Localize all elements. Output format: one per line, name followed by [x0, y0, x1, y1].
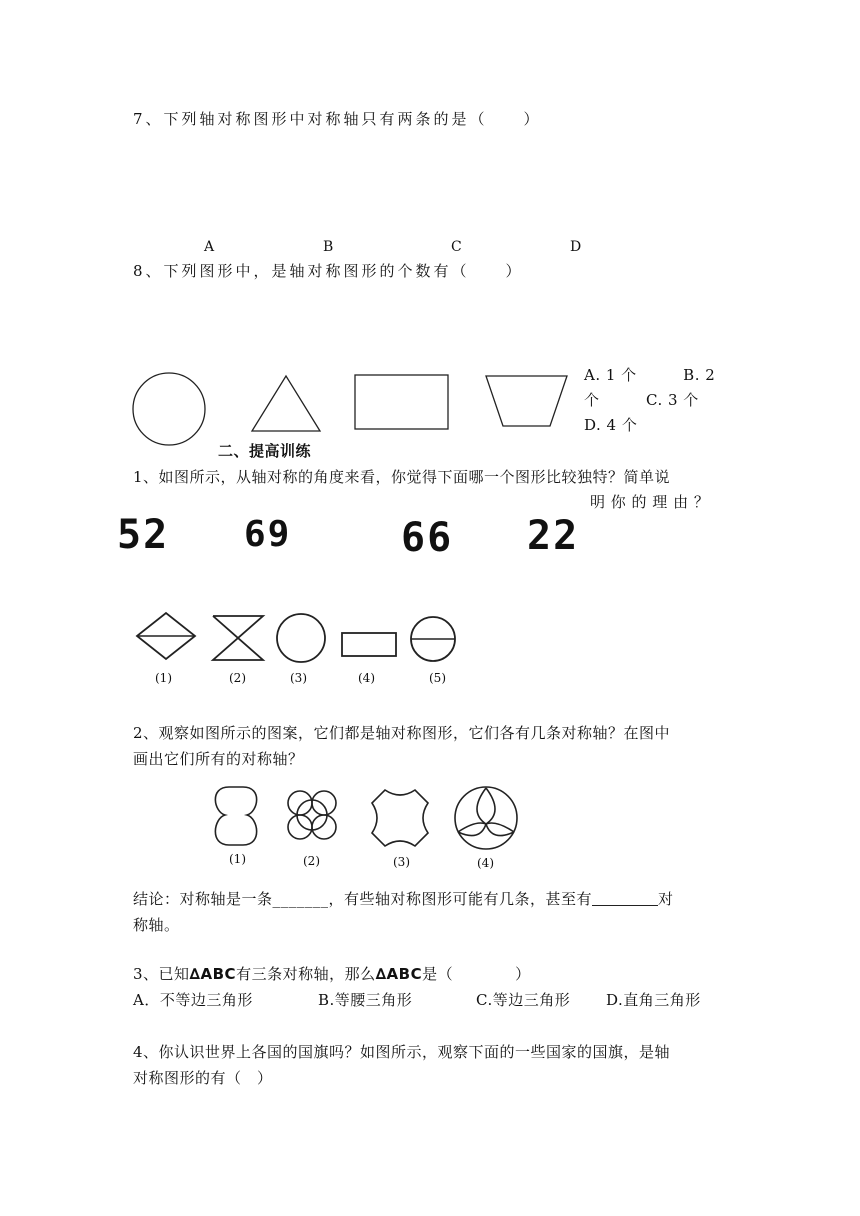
conclusion-part-c: 对: [658, 890, 674, 908]
p3-option-c: C.等边三角形: [476, 991, 571, 1009]
conclusion-line-2: 称轴。: [133, 916, 180, 934]
conclusion-part-b: ，有些轴对称图形可能有几条，甚至有: [328, 890, 593, 908]
shape-label-4: (4): [358, 671, 375, 685]
q8-answer-line-1: A. 1 个 B. 2: [584, 366, 716, 384]
pattern-4: [455, 787, 517, 849]
p3-option-d: D.直角三角形: [606, 991, 701, 1009]
triangle-abc-1: ∆ABC: [189, 965, 237, 983]
section-title: 二、提高训练: [218, 442, 312, 460]
number-69: 69: [244, 514, 292, 555]
q7-option-a: A: [204, 239, 215, 255]
shape-label-5: (5): [429, 671, 446, 685]
conclusion-blank-2[interactable]: [592, 891, 658, 906]
problem-4-line-2: 对称图形的有（ ）: [133, 1069, 273, 1087]
problem-1-line-2: 明 你 的 理 由 ？: [590, 493, 710, 511]
q7-option-d: D: [570, 239, 582, 255]
shape-label-2: (2): [229, 671, 246, 685]
question-7-text: 7、下列轴对称图形中对称轴只有两条的是（ ）: [133, 110, 542, 128]
conclusion-part-a: 结论：对称轴是一条: [133, 890, 273, 908]
number-22: 22: [527, 513, 580, 559]
p3-part-a: 3、已知: [133, 965, 190, 983]
question-8-text: 8、下列图形中，是轴对称图形的个数有（ ）: [133, 262, 524, 280]
problem-3-line: [133, 964, 531, 984]
problem-2-line-1: 2、观察如图所示的图案，它们都是轴对称图形，它们各有几条对称轴？在图中: [133, 724, 671, 742]
conclusion-blank-1[interactable]: _______: [272, 890, 329, 908]
triangle-abc-2: ∆ABC: [375, 965, 423, 983]
p3-part-b: 有三条对称轴，那么: [236, 965, 376, 983]
p3-option-b: B.等腰三角形: [318, 991, 413, 1009]
pattern-label-1: (1): [229, 852, 246, 866]
pattern-label-4: (4): [477, 856, 494, 870]
q8-answer-line-3: D. 4 个: [584, 416, 638, 434]
problem-2-line-2: 画出它们所有的对称轴？: [133, 750, 304, 768]
p3-option-a: A．不等边三角形: [133, 991, 253, 1009]
pattern-2: [288, 791, 336, 839]
shape-label-1: (1): [155, 671, 172, 685]
number-52: 52: [117, 512, 170, 558]
pattern-1: [215, 787, 256, 845]
q7-option-c: C: [451, 239, 462, 255]
p3-part-c: 是（ ）: [422, 965, 531, 983]
number-66: 66: [401, 515, 454, 561]
problem-4-line-1: 4、你认识世界上各国的国旗吗？如图所示，观察下面的一些国家的国旗，是轴: [133, 1043, 671, 1061]
q7-option-b: B: [323, 239, 334, 255]
pattern-label-3: (3): [393, 855, 410, 869]
q8-answer-line-2: 个 C. 3 个: [584, 391, 699, 409]
shape-label-3: (3): [290, 671, 307, 685]
pattern-3: [372, 790, 428, 846]
pattern-label-2: (2): [303, 854, 320, 868]
conclusion-line-1: [133, 889, 674, 909]
problem-1-line-1: 1、如图所示，从轴对称的角度来看，你觉得下面哪一个图形比较独特？简单说: [133, 468, 671, 486]
